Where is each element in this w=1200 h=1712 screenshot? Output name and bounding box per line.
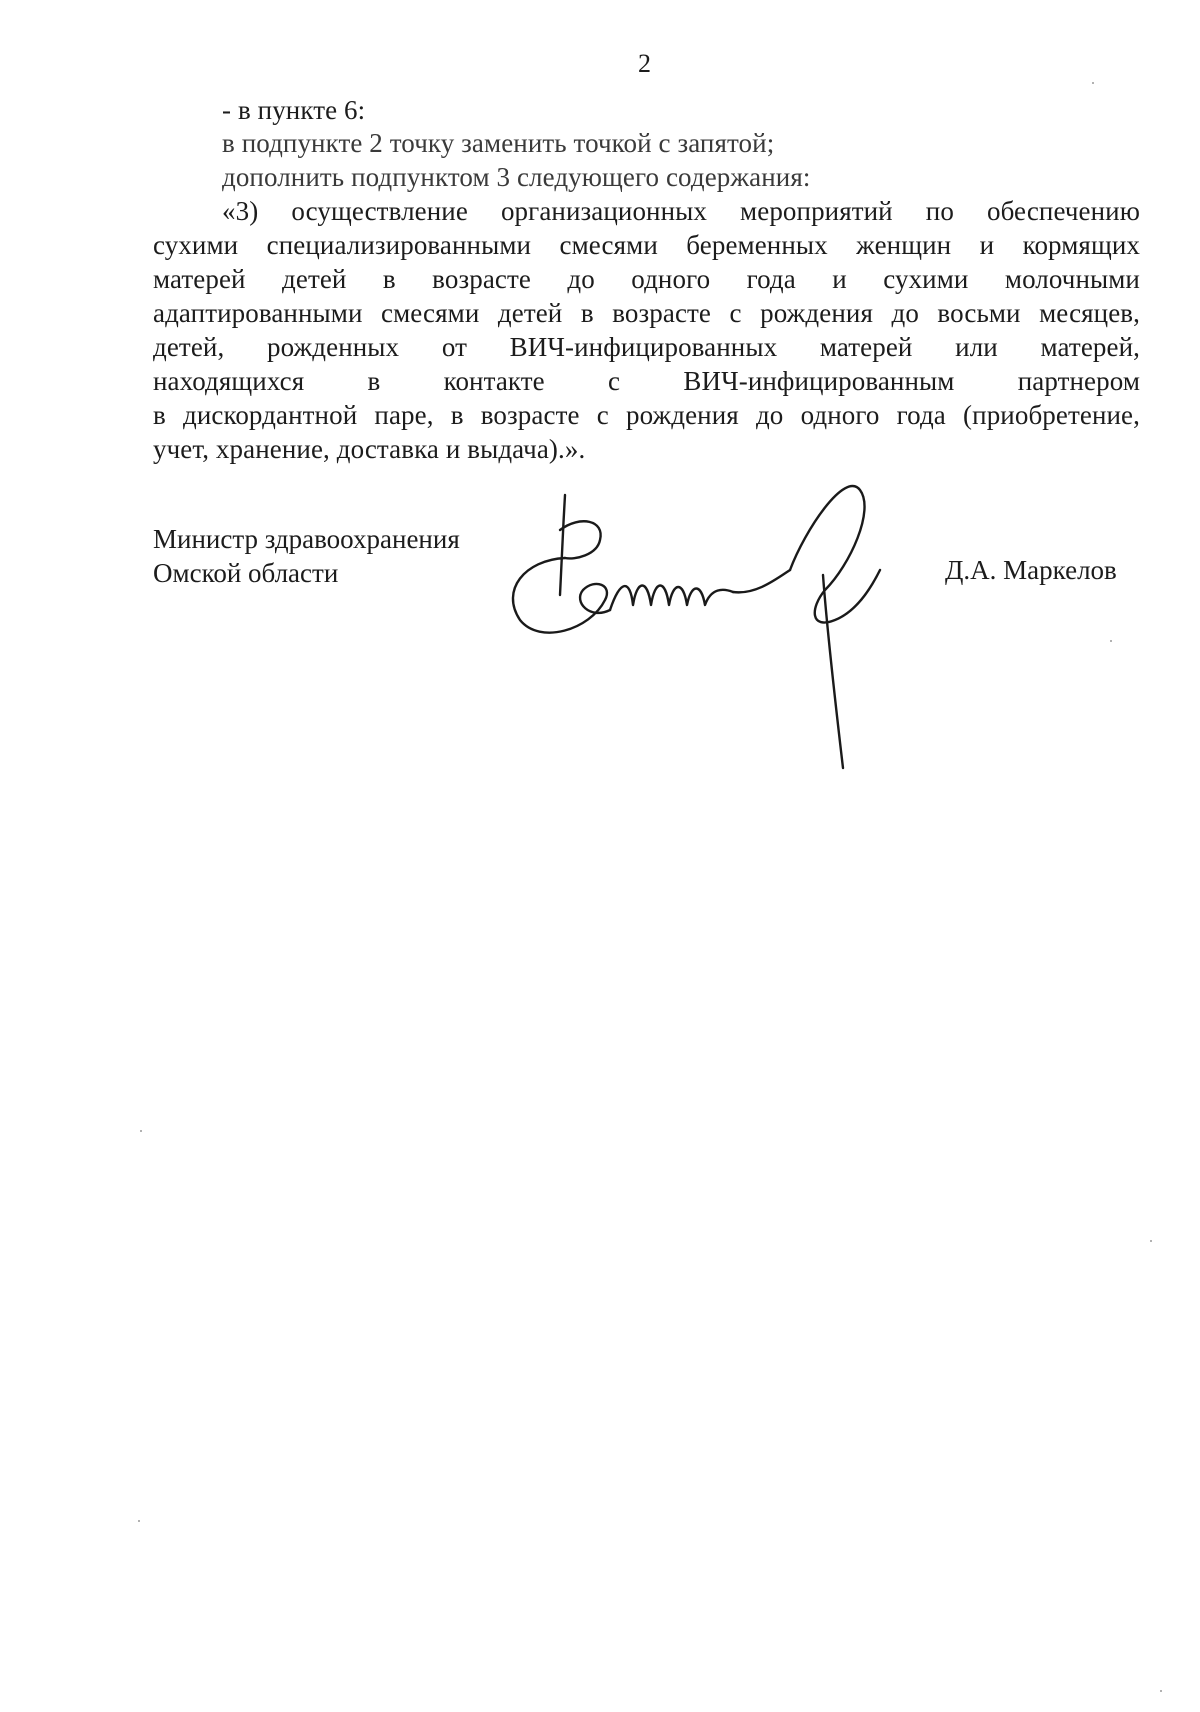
- text-line-4: «3) осуществление организационных мероприятий по обеспечению: [222, 196, 1140, 226]
- page-number: 2: [638, 49, 651, 78]
- signer-position-line-2: Омской области: [153, 558, 339, 588]
- text-line-3: дополнить подпунктом 3 следующего содержания:: [222, 162, 811, 192]
- handwritten-signature: [505, 470, 945, 770]
- text-line-7: адаптированными смесями детей в возрасте с рождения до восьми месяцев,: [153, 298, 1140, 328]
- text-line-1: - в пункте 6:: [222, 95, 366, 125]
- scan-speck: [1110, 640, 1112, 642]
- signer-name: Д.А. Маркелов: [945, 555, 1117, 585]
- scan-speck: [1150, 1240, 1152, 1242]
- text-line-5: сухими специализированными смесями беременных женщин и кормящих: [153, 230, 1140, 260]
- text-line-11: учет, хранение, доставка и выдача).».: [153, 434, 586, 464]
- text-line-8: детей, рожденных от ВИЧ-инфицированных матерей или матерей,: [153, 332, 1140, 362]
- text-line-10: в дискордантной паре, в возрасте с рождения до одного года (приобретение,: [153, 400, 1140, 430]
- scan-speck: [1092, 82, 1094, 84]
- scan-speck: [138, 1520, 140, 1522]
- text-line-9: находящихся в контакте с ВИЧ-инфицированным партнером: [153, 366, 1140, 396]
- text-line-2: в подпункте 2 точку заменить точкой с запятой;: [222, 128, 775, 158]
- scan-speck: [140, 1130, 142, 1132]
- signer-position-line-1: Министр здравоохранения: [153, 524, 460, 554]
- scan-speck: [1160, 1690, 1162, 1692]
- text-line-6: матерей детей в возрасте до одного года и сухими молочными: [153, 264, 1140, 294]
